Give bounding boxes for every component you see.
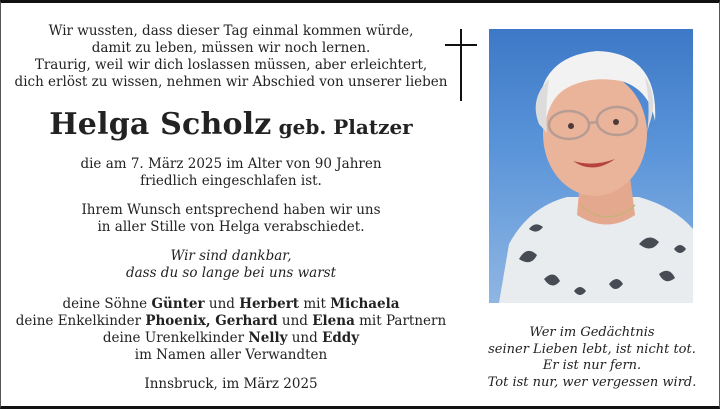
birth-name: geb. Platzer <box>278 115 413 139</box>
intro-line: Traurig, weil wir dich loslassen müssen, aber erleichtert, <box>34 57 428 73</box>
place-date <box>1 376 461 393</box>
quote-line: Wer im Gedächtnis <box>529 325 655 340</box>
quote-line: Er ist nur fern. <box>542 358 642 373</box>
deceased-name: Helga Scholz <box>49 107 272 142</box>
intro-line: Wir wussten, dass dieser Tag einmal kommen würde, <box>48 23 414 39</box>
death-line: friedlich eingeschlafen ist. <box>140 173 322 189</box>
wish-line: Ihrem Wunsch entsprechend haben wir uns <box>81 202 381 218</box>
memorial-quote <box>487 325 697 391</box>
family-line-sons: deine Söhne Günter und Herbert mit Michaela <box>62 296 400 312</box>
quote-line: seiner Lieben lebt, ist nicht tot. <box>488 341 696 357</box>
cross-icon <box>445 29 477 101</box>
thanks-text <box>1 248 461 282</box>
thanks-line: dass du so lange bei uns warst <box>125 265 337 281</box>
intro-line: damit zu leben, müssen wir noch lernen. <box>91 40 371 56</box>
quote-line: Tot ist nur, wer vergessen wird. <box>487 374 697 390</box>
family-list <box>1 296 461 364</box>
family-line-grandchildren: deine Enkelkinder Phoenix, Gerhard und Elena mit Partnern <box>15 313 447 329</box>
intro-line: dich erlöst zu wissen, nehmen wir Abschied von unserer lieben <box>14 74 448 90</box>
thanks-line: Wir sind dankbar, <box>170 248 292 264</box>
deceased-name-line <box>1 107 461 142</box>
place-date-text: Innsbruck, im März 2025 <box>144 376 318 392</box>
family-line-great-grandchildren: deine Urenkelkinder Nelly und Eddy <box>102 330 360 346</box>
portrait-photo <box>489 29 693 303</box>
wish-line: in aller Stille von Helga verabschiedet. <box>97 219 365 235</box>
portrait-illustration <box>489 29 693 303</box>
death-notice <box>1 156 461 190</box>
death-line: die am 7. März 2025 im Alter von 90 Jahren <box>80 156 382 172</box>
wish-text <box>1 202 461 236</box>
family-line-relatives: im Namen aller Verwandten <box>134 347 328 363</box>
intro-text <box>1 23 461 91</box>
